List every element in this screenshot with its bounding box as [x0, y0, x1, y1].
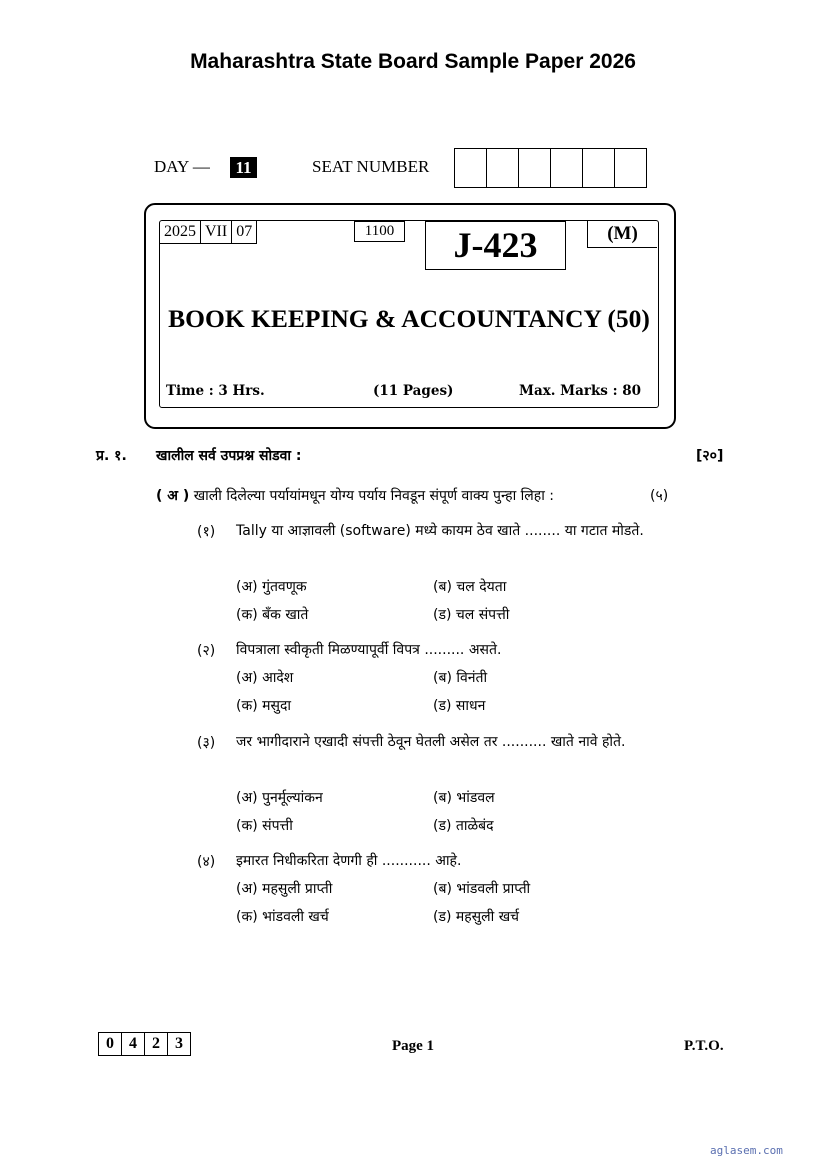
day-code: 07	[236, 223, 253, 240]
code-digit: 4	[122, 1033, 145, 1055]
seat-box[interactable]	[487, 149, 519, 187]
option: (ड) ताळेबंद	[433, 818, 494, 834]
option: (अ) पुनर्मूल्यांकन	[236, 790, 323, 806]
seat-number-boxes	[454, 148, 647, 188]
seat-number-label: SEAT NUMBER	[312, 157, 430, 176]
question-marks: [२०]	[696, 448, 724, 464]
subquestion-instruction-line	[156, 486, 554, 505]
option: (ड) चल संपत्ती	[433, 607, 510, 623]
item-text: इमारत निधीकरिता देणगी ही ........... आहे.	[236, 853, 462, 869]
page-count: (11 Pages)	[373, 383, 454, 399]
medium-badge: (M)	[587, 221, 657, 248]
item-text: जर भागीदाराने एखादी संपत्ती ठेवून घेतली असेल तर .......... खाते नावे होते.	[236, 734, 626, 750]
option: (क) बँक खाते	[236, 607, 309, 623]
max-marks: Max. Marks : 80	[519, 383, 642, 399]
question-label: प्र. १.	[96, 448, 127, 464]
option: (ब) चल देयता	[433, 579, 507, 595]
option: (क) मसुदा	[236, 698, 292, 714]
code-digit: 0	[99, 1033, 122, 1055]
item-text: विपत्राला स्वीकृती मिळण्यापूर्वी विपत्र ......... असते.	[236, 642, 502, 658]
watermark: aglasem.com	[710, 1144, 783, 1157]
item-number: (४)	[197, 854, 216, 870]
subquestion-label: ( अ )	[156, 488, 190, 504]
code-digit: 2	[145, 1033, 168, 1055]
paper-code-group	[160, 221, 257, 244]
subject-title: BOOK KEEPING & ACCOUNTANCY (50)	[168, 304, 650, 333]
day-number: 11	[230, 157, 257, 178]
code-digit: 3	[175, 1035, 183, 1052]
option: (क) भांडवली खर्च	[236, 909, 329, 925]
day-label: DAY —	[154, 157, 210, 176]
option: (ब) विनंती	[433, 670, 488, 686]
page-number: Page 1	[391, 1038, 435, 1054]
item-number: (३)	[197, 735, 216, 751]
subquestion-marks: (५)	[650, 488, 669, 504]
option: (क) संपत्ती	[236, 818, 293, 834]
option: (ड) महसुली खर्च	[433, 909, 520, 925]
item-number: (१)	[197, 524, 216, 540]
paper-code: J-423	[425, 221, 566, 270]
item-text: Tally या आज्ञावली (software) मध्ये कायम ठेव खाते ........ या गटात मोडते.	[236, 523, 644, 539]
option: (ब) भांडवल	[433, 790, 495, 806]
option: (अ) गुंतवणूक	[236, 579, 307, 595]
option: (अ) महसुली प्राप्ती	[236, 881, 333, 897]
year-code: 2025	[160, 221, 201, 243]
pto-label: P.T.O.	[684, 1038, 724, 1054]
month-code: VII	[201, 221, 232, 243]
seat-box[interactable]	[551, 149, 583, 187]
time-duration: Time : 3 Hrs.	[166, 383, 265, 399]
option: (ड) साधन	[433, 698, 486, 714]
option: (अ) आदेश	[236, 670, 294, 686]
option: (ब) भांडवली प्राप्ती	[433, 881, 531, 897]
subquestion-instruction: खाली दिलेल्या पर्यायांमधून योग्य पर्याय निवडून संपूर्ण वाक्य पुन्हा लिहा :	[193, 488, 555, 504]
page-title: Maharashtra State Board Sample Paper 2026	[190, 50, 636, 73]
item-number: (२)	[197, 643, 216, 659]
question-heading: खालील सर्व उपप्रश्न सोडवा :	[156, 448, 302, 464]
seat-box[interactable]	[615, 149, 646, 187]
seat-box[interactable]	[519, 149, 551, 187]
seat-box[interactable]	[583, 149, 615, 187]
seat-box[interactable]	[455, 149, 487, 187]
time-code-box: 1100	[354, 221, 405, 242]
